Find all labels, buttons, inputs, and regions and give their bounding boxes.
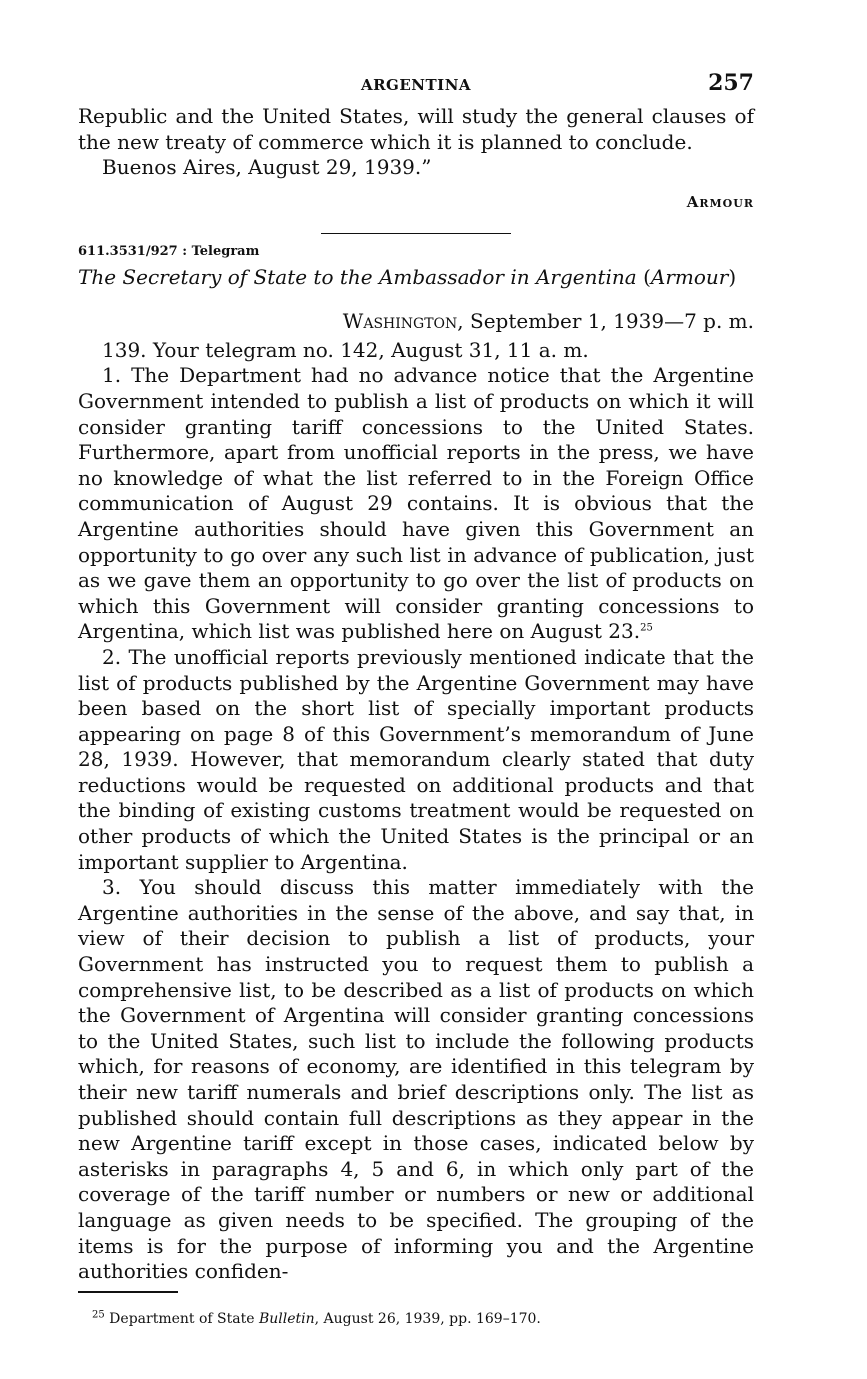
paragraph-1-text: 1. The Department had no advance notice that the Argentine Government intended to publish a list of products on which it will consider granting tariff concessions to the United States. Furthermore, apart from unofficial reports in the press, we have no knowledge of what the list referred to in the Foreign Office communication of August 29 contains. It is obvious that the Argentine authorities should have given this Government an opportunity to go over any such list in advance of publication, just as we gave them an opportunity to go over the list of products on which this Government will consider granting concessions to Argentina, which list was published here on August 23. <box>78 363 754 644</box>
page-number: 257 <box>708 70 754 96</box>
section-divider <box>321 233 511 234</box>
heading-recipient: Armour <box>650 264 729 289</box>
continuation-dateline: Buenos Aires, August 29, 1939.” <box>102 155 432 180</box>
heading-text: The Secretary of State to the Ambassador in Argentina <box>78 264 644 289</box>
heading-paren-close: ) <box>728 264 737 289</box>
continuation-text: Republic and the United States, will study the general clauses of the new treaty of commerce which it is planned to conclude. <box>78 104 754 154</box>
dateline-place: Washington <box>342 308 458 333</box>
document-page <box>78 70 754 1327</box>
paragraph-3: 3. You should discuss this matter immediately with the Argentine authorities in the sense of the above, and say that, in view of their decision to publish a list of products, your Government has instructed you to request them to publish a comprehensive list, to be described as a list of products on which the Government of Argentina will consider granting concessions to the United States, such list to include the following products which, for reasons of economy, are identified in this telegram by their new tariff numerals and brief descriptions only. The list as published should contain full descriptions as they appear in the new Argentine tariff except in those cases, indicated below by asterisks in paragraphs 4, 5 and 6, in which only part of the coverage of the tariff number or numbers or new or additional language as given needs to be specified. The grouping of the items is for the purpose of informing you and the Argentine authorities confiden- <box>78 875 754 1284</box>
telegram-dateline <box>78 308 754 334</box>
footnote-marker: 25 <box>92 1309 105 1321</box>
running-title: ARGENTINA <box>360 76 472 94</box>
paragraph-reference: 139. Your telegram no. 142, August 31, 11 a. m. <box>102 337 589 362</box>
footnote-divider <box>78 1291 178 1293</box>
footnote-text-pre: Department of State <box>104 1310 259 1327</box>
paragraph-2: 2. The unofficial reports previously mentioned indicate that the list of products published by the Argentine Government may have been based on the short list of specially important products appearing on page 8 of this Government’s memorandum of June 28, 1939. However, that memorandum clearly stated that duty reductions would be requested on additional products and that the binding of existing customs treatment would be requested on other products of which the United States is the principal or an important supplier to Argentina. <box>78 644 754 874</box>
file-number: 611.3531/927 : Telegram <box>78 243 260 259</box>
footnote <box>92 1311 754 1327</box>
heading-paren-open: ( <box>643 264 651 289</box>
signature: Armour <box>686 192 754 211</box>
footnote-text-post: , August 26, 1939, pp. 169–170. <box>314 1310 541 1327</box>
paragraph-1 <box>78 363 754 645</box>
footnote-title: Bulletin <box>258 1310 315 1327</box>
running-head <box>78 70 754 104</box>
footnote-ref: 25 <box>640 622 653 634</box>
dateline-date: , September 1, 1939—7 p. m. <box>457 308 754 333</box>
document-heading <box>78 265 754 290</box>
